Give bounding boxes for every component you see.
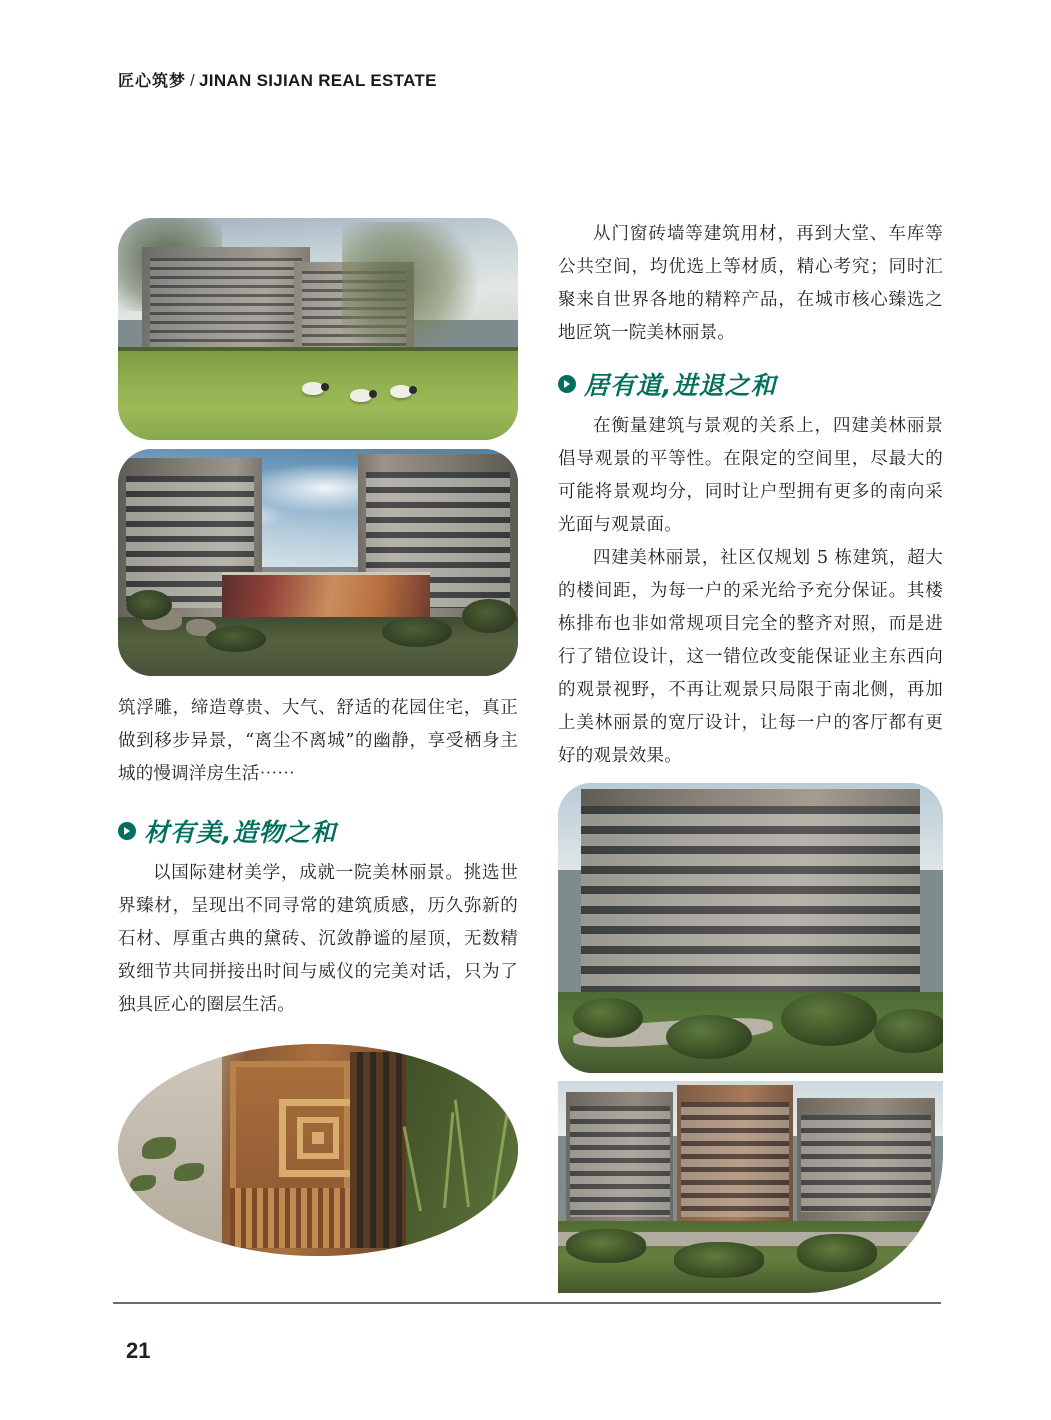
left-photo-caption: 筑浮雕，缔造尊贵、大气、舒适的花园住宅，真正做到移步异景，“离尘不离城”的幽静，享受栖身主城的慢调洋房生活⋯⋯	[118, 698, 518, 784]
right-column	[558, 218, 943, 1293]
header-brand-en: JINAN SIJIAN REAL ESTATE	[199, 71, 437, 90]
page-number: 21	[126, 1338, 151, 1363]
footer-divider	[113, 1302, 941, 1304]
apartment-facade-photo	[558, 783, 943, 1073]
living-paragraph-1: 在衡量建筑与景观的关系上，四建美林丽景倡导观景的平等性。在限定的空间里，尽最大的可能将景观均分，同时让户型拥有更多的南向采光面与观景面。	[558, 416, 943, 535]
living-paragraph-2: 四建美林丽景，社区仅规划 5 栋建筑，超大的楼间距，为每一户的采光给予充分保证。其楼栋排布也非如常规项目完全的整齐对照，而是进行了错位设计，这一错位改变能保证业主东西向的观景视野，不再让观景只局限于南北侧，再加上美林丽景的宽厅设计，让每一户的客厅都有更好的观景效果。	[558, 548, 943, 766]
arrow-bullet-icon	[558, 375, 576, 393]
community-blocks-photo	[558, 1081, 943, 1293]
courtyard-lawn-photo	[118, 218, 518, 440]
section-heading-living-label: 居有道,进退之和	[584, 371, 777, 400]
intro-paragraph: 从门窗砖墙等建筑用材，再到大堂、车库等公共空间，均优选上等材质，精心考究；同时汇聚来自世界各地的精粹产品，在城市核心臻选之地匠筑一院美林丽景。	[558, 224, 943, 343]
decorative-screen-wall-photo	[118, 1044, 518, 1256]
section-heading-living	[558, 366, 943, 402]
section-heading-materials-label: 材有美,造物之和	[144, 818, 337, 847]
page-header	[118, 68, 437, 91]
header-separator: /	[190, 71, 196, 90]
section-heading-materials	[118, 813, 518, 849]
left-column	[118, 218, 518, 1256]
arrow-bullet-icon	[118, 822, 136, 840]
materials-paragraph: 以国际建材美学，成就一院美林丽景。挑选世界臻材，呈现出不同寻常的建筑质感，历久弥新的石材、厚重古典的黛砖、沉敛静谧的屋顶，无数精致细节共同拼接出时间与威仪的完美对话，只为了独具匠心的圈层生活。	[118, 863, 518, 1015]
header-brand-cn: 匠心筑梦	[118, 71, 187, 90]
residential-towers-photo	[118, 449, 518, 676]
